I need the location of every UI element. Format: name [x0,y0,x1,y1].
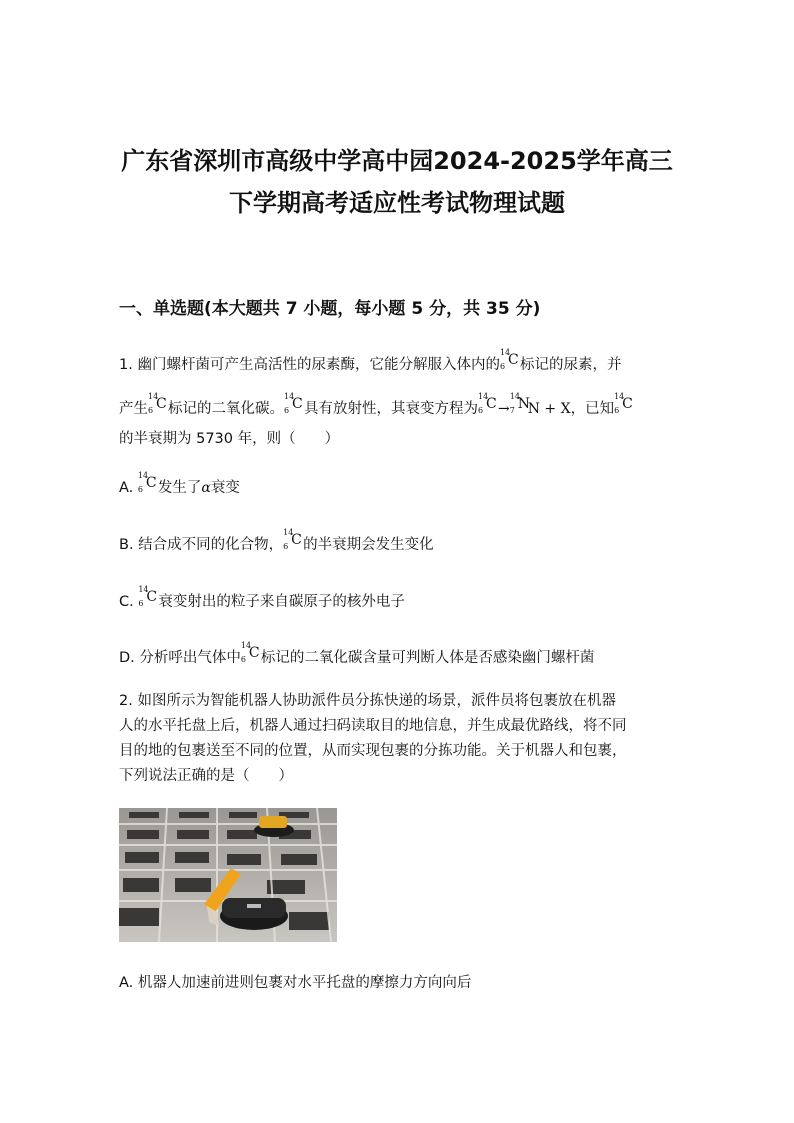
q1-text: 1. 幽门螺杆菌可产生高活性的尿素酶，它能分解服入体内的 [119,357,500,373]
robot-sorting-photo [119,808,337,942]
nuclide-c14: 14 6 C [148,392,167,415]
q2-line2: 人的水平托盘上后，机器人通过扫码读取目的地信息，并生成最优路线，将不同 [119,718,627,734]
q1-option-a [119,471,240,497]
nuclide-c14: 14 6 C [137,471,157,494]
nuclide-c14: 14 6 C [138,585,158,608]
q1-line1 [119,348,622,374]
option-text: 发生了 [157,480,202,496]
q1-line3: 的半衰期为 5730 年，则（ ） [119,431,340,447]
document-title-line2: 下学期高考适应性考试物理试题 [229,189,565,217]
option-text: 的半衰期会发生变化 [303,537,434,553]
q1-option-c [119,585,405,611]
alpha-symbol: α [201,480,211,496]
nuclide-c14: 14 6 C [284,392,303,415]
nuclide-n14: 14 7 N [509,392,530,415]
option-text: 衰变射出的粒子来自碳原子的核外电子 [158,594,405,610]
nuclide-c14: 14 6 C [240,641,260,664]
q1-text: ，已知 [570,401,615,417]
q2-line3: 目的地的包裹送至不同的位置，从而实现包裹的分拣功能。关于机器人和包裹， [119,743,627,759]
decay-products: N + X [527,401,571,417]
option-text: 衰变 [210,480,240,496]
q1-option-b [119,528,434,554]
q1-text: 标记的二氧化碳。 [168,401,284,417]
nuclide-c14: 14 6 C [614,392,633,415]
q2-line1: 2. 如图所示为智能机器人协助派件员分拣快递的场景，派件员将包裹放在机器 [119,693,616,709]
q1-text: 具有放射性，其衰变方程为 [304,401,478,417]
option-label: C. [119,594,134,610]
option-label: A. [119,480,134,496]
q1-line2 [119,392,634,418]
q2-line4: 下列说法正确的是（ ） [119,768,293,784]
robot-photo-illustration [119,808,337,942]
option-text: D. 分析呼出气体中 [119,650,241,666]
section-heading: 一、单选题(本大题共 7 小题，每小题 5 分，共 35 分) [119,299,541,319]
option-text: 标记的二氧化碳含量可判断人体是否感染幽门螺杆菌 [260,650,595,666]
nuclide-c14: 14 6 C [478,392,497,415]
document-title-line1: 广东省深圳市高级中学高中园2024-2025学年高三 [121,147,673,175]
decay-arrow: → [498,401,510,417]
option-text: B. 结合成不同的化合物， [119,537,284,553]
q2-option-a: A. 机器人加速前进则包裹对水平托盘的摩擦力方向向后 [119,975,472,991]
nuclide-c14: 14 6 C [499,348,519,371]
q1-text: 产生 [119,401,148,417]
nuclide-c14: 14 6 C [283,528,302,551]
q1-text: 标记的尿素，并 [519,357,622,373]
q1-option-d [119,641,595,667]
